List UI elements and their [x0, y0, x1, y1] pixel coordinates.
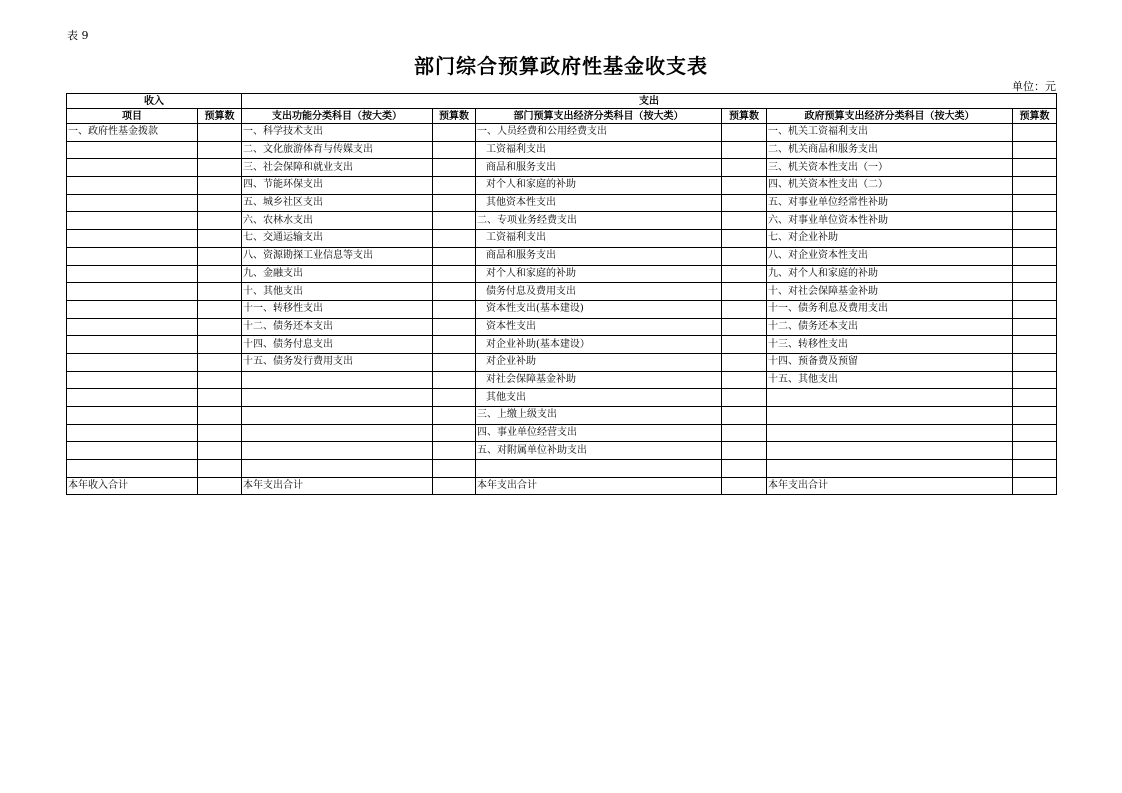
func-class-cell	[242, 371, 433, 389]
dept-econ-cell: 四、事业单位经营支出	[476, 424, 722, 442]
income-budget-cell	[198, 460, 242, 478]
func-class-cell: 十二、债务还本支出	[242, 318, 433, 336]
gov-econ-cell: 十四、预备费及预留	[767, 353, 1013, 371]
income-budget-cell	[198, 300, 242, 318]
income-budget-cell	[198, 283, 242, 301]
income-item-cell	[67, 424, 198, 442]
income-budget-cell	[198, 177, 242, 195]
income-budget-cell	[198, 389, 242, 407]
dept-budget-cell	[722, 265, 767, 283]
func-class-cell	[242, 424, 433, 442]
gov-econ-cell: 十二、债务还本支出	[767, 318, 1013, 336]
dept-budget-cell	[722, 318, 767, 336]
func-budget-cell	[433, 300, 476, 318]
dept-budget-cell	[722, 424, 767, 442]
func-budget-cell	[433, 371, 476, 389]
income-item-cell	[67, 159, 198, 177]
gov-budget-cell	[1013, 353, 1057, 371]
func-class-cell	[242, 389, 433, 407]
func-budget-cell	[433, 159, 476, 177]
func-class-cell: 十五、债务发行费用支出	[242, 353, 433, 371]
func-class-cell: 八、资源勘探工业信息等支出	[242, 247, 433, 265]
income-total-value	[198, 477, 242, 495]
dept-budget-cell	[722, 442, 767, 460]
income-item-cell	[67, 177, 198, 195]
func-budget-cell	[433, 247, 476, 265]
dept-econ-cell: 资本性支出	[476, 318, 722, 336]
dept-budget-cell	[722, 389, 767, 407]
gov-total-label: 本年支出合计	[767, 477, 1013, 495]
header-func-class: 支出功能分类科目（按大类）	[242, 109, 433, 124]
header-row-columns	[67, 109, 1057, 124]
gov-econ-cell: 四、机关资本性支出（二）	[767, 177, 1013, 195]
gov-econ-cell	[767, 389, 1013, 407]
table-row	[67, 265, 1057, 283]
page-title: 部门综合预算政府性基金收支表	[414, 54, 708, 78]
dept-budget-cell	[722, 371, 767, 389]
func-total-label: 本年支出合计	[242, 477, 433, 495]
func-budget-cell	[433, 460, 476, 478]
table-row	[67, 141, 1057, 159]
func-class-cell: 二、文化旅游体育与传媒支出	[242, 141, 433, 159]
income-item-cell	[67, 230, 198, 248]
gov-econ-cell: 一、机关工资福利支出	[767, 124, 1013, 142]
func-budget-cell	[433, 407, 476, 425]
dept-econ-cell: 对企业补助	[476, 353, 722, 371]
gov-econ-cell	[767, 424, 1013, 442]
income-budget-cell	[198, 230, 242, 248]
table-number: 表 9	[67, 29, 89, 42]
gov-econ-cell: 七、对企业补助	[767, 230, 1013, 248]
gov-budget-cell	[1013, 371, 1057, 389]
income-item-cell	[67, 283, 198, 301]
income-item-cell	[67, 300, 198, 318]
dept-total-label: 本年支出合计	[476, 477, 722, 495]
func-budget-cell	[433, 212, 476, 230]
header-gov-econ: 政府预算支出经济分类科目（按大类）	[767, 109, 1013, 124]
table-row	[67, 424, 1057, 442]
dept-econ-cell: 五、对附属单位补助支出	[476, 442, 722, 460]
dept-econ-cell: 商品和服务支出	[476, 247, 722, 265]
gov-budget-cell	[1013, 424, 1057, 442]
income-item-cell: 一、政府性基金拨款	[67, 124, 198, 142]
income-budget-cell	[198, 371, 242, 389]
func-class-cell: 五、城乡社区支出	[242, 194, 433, 212]
table-row	[67, 336, 1057, 354]
dept-econ-cell: 三、上缴上级支出	[476, 407, 722, 425]
dept-budget-cell	[722, 353, 767, 371]
header-budget-income: 预算数	[198, 109, 242, 124]
gov-econ-cell: 十三、转移性支出	[767, 336, 1013, 354]
income-budget-cell	[198, 318, 242, 336]
dept-econ-cell	[476, 460, 722, 478]
func-budget-cell	[433, 353, 476, 371]
header-income: 收入	[67, 94, 242, 109]
header-budget-gov: 预算数	[1013, 109, 1057, 124]
income-item-cell	[67, 336, 198, 354]
table-row	[67, 177, 1057, 195]
func-budget-cell	[433, 177, 476, 195]
func-class-cell	[242, 407, 433, 425]
gov-budget-cell	[1013, 300, 1057, 318]
dept-econ-cell: 资本性支出(基本建设)	[476, 300, 722, 318]
dept-budget-cell	[722, 141, 767, 159]
table-row	[67, 460, 1057, 478]
income-budget-cell	[198, 159, 242, 177]
func-budget-cell	[433, 442, 476, 460]
gov-budget-cell	[1013, 318, 1057, 336]
income-item-cell	[67, 265, 198, 283]
gov-budget-cell	[1013, 283, 1057, 301]
dept-budget-cell	[722, 230, 767, 248]
gov-econ-cell: 十五、其他支出	[767, 371, 1013, 389]
header-item: 项目	[67, 109, 198, 124]
income-item-cell	[67, 389, 198, 407]
gov-econ-cell: 十一、债务利息及费用支出	[767, 300, 1013, 318]
gov-budget-cell	[1013, 247, 1057, 265]
table-row	[67, 283, 1057, 301]
header-budget-func: 预算数	[433, 109, 476, 124]
dept-econ-cell: 其他支出	[476, 389, 722, 407]
func-total-value	[433, 477, 476, 495]
income-budget-cell	[198, 247, 242, 265]
totals-row	[67, 477, 1057, 495]
dept-budget-cell	[722, 283, 767, 301]
dept-budget-cell	[722, 300, 767, 318]
gov-budget-cell	[1013, 265, 1057, 283]
dept-budget-cell	[722, 194, 767, 212]
dept-econ-cell: 商品和服务支出	[476, 159, 722, 177]
table-row	[67, 230, 1057, 248]
gov-econ-cell: 八、对企业资本性支出	[767, 247, 1013, 265]
income-budget-cell	[198, 265, 242, 283]
dept-budget-cell	[722, 336, 767, 354]
header-dept-econ: 部门预算支出经济分类科目（按大类）	[476, 109, 722, 124]
income-budget-cell	[198, 336, 242, 354]
income-budget-cell	[198, 141, 242, 159]
gov-budget-cell	[1013, 442, 1057, 460]
gov-budget-cell	[1013, 336, 1057, 354]
gov-econ-cell: 三、机关资本性支出（一）	[767, 159, 1013, 177]
dept-budget-cell	[722, 159, 767, 177]
income-budget-cell	[198, 212, 242, 230]
dept-econ-cell: 工资福利支出	[476, 230, 722, 248]
gov-econ-cell: 九、对个人和家庭的补助	[767, 265, 1013, 283]
func-class-cell: 九、金融支出	[242, 265, 433, 283]
dept-budget-cell	[722, 407, 767, 425]
func-budget-cell	[433, 389, 476, 407]
gov-econ-cell: 五、对事业单位经常性补助	[767, 194, 1013, 212]
func-budget-cell	[433, 194, 476, 212]
func-budget-cell	[433, 424, 476, 442]
table-row	[67, 247, 1057, 265]
dept-econ-cell: 对个人和家庭的补助	[476, 177, 722, 195]
gov-budget-cell	[1013, 141, 1057, 159]
func-budget-cell	[433, 318, 476, 336]
income-item-cell	[67, 407, 198, 425]
dept-econ-cell: 对个人和家庭的补助	[476, 265, 722, 283]
budget-table	[66, 93, 1057, 495]
gov-budget-cell	[1013, 194, 1057, 212]
unit-label: 单位：元	[1012, 80, 1056, 93]
table-row	[67, 194, 1057, 212]
gov-budget-cell	[1013, 212, 1057, 230]
table-row	[67, 353, 1057, 371]
gov-budget-cell	[1013, 407, 1057, 425]
table-row	[67, 318, 1057, 336]
dept-budget-cell	[722, 247, 767, 265]
dept-econ-cell: 工资福利支出	[476, 141, 722, 159]
dept-budget-cell	[722, 124, 767, 142]
income-item-cell	[67, 141, 198, 159]
func-class-cell: 十四、债务付息支出	[242, 336, 433, 354]
income-item-cell	[67, 212, 198, 230]
func-class-cell	[242, 442, 433, 460]
income-item-cell	[67, 460, 198, 478]
table-row	[67, 371, 1057, 389]
gov-econ-cell	[767, 407, 1013, 425]
gov-econ-cell: 十、对社会保障基金补助	[767, 283, 1013, 301]
func-budget-cell	[433, 141, 476, 159]
income-budget-cell	[198, 124, 242, 142]
func-budget-cell	[433, 265, 476, 283]
income-item-cell	[67, 353, 198, 371]
gov-total-value	[1013, 477, 1057, 495]
gov-budget-cell	[1013, 230, 1057, 248]
func-budget-cell	[433, 124, 476, 142]
gov-budget-cell	[1013, 460, 1057, 478]
income-item-cell	[67, 247, 198, 265]
table-row	[67, 159, 1057, 177]
table-row	[67, 389, 1057, 407]
income-budget-cell	[198, 194, 242, 212]
gov-econ-cell	[767, 460, 1013, 478]
dept-total-value	[722, 477, 767, 495]
dept-econ-cell: 对社会保障基金补助	[476, 371, 722, 389]
gov-econ-cell: 六、对事业单位资本性补助	[767, 212, 1013, 230]
func-budget-cell	[433, 230, 476, 248]
header-row-group	[67, 94, 1057, 109]
income-budget-cell	[198, 424, 242, 442]
dept-budget-cell	[722, 177, 767, 195]
dept-budget-cell	[722, 460, 767, 478]
income-total-label: 本年收入合计	[67, 477, 198, 495]
func-class-cell	[242, 460, 433, 478]
func-class-cell: 三、社会保障和就业支出	[242, 159, 433, 177]
func-class-cell: 十一、转移性支出	[242, 300, 433, 318]
table-row	[67, 300, 1057, 318]
income-budget-cell	[198, 353, 242, 371]
table-row	[67, 124, 1057, 142]
income-item-cell	[67, 194, 198, 212]
func-budget-cell	[433, 336, 476, 354]
income-item-cell	[67, 371, 198, 389]
income-item-cell	[67, 318, 198, 336]
func-class-cell: 十、其他支出	[242, 283, 433, 301]
income-item-cell	[67, 442, 198, 460]
func-class-cell: 一、科学技术支出	[242, 124, 433, 142]
gov-econ-cell: 二、机关商品和服务支出	[767, 141, 1013, 159]
gov-budget-cell	[1013, 159, 1057, 177]
header-expense: 支出	[242, 94, 1057, 109]
dept-budget-cell	[722, 212, 767, 230]
dept-econ-cell: 对企业补助(基本建设）	[476, 336, 722, 354]
dept-econ-cell: 二、专项业务经费支出	[476, 212, 722, 230]
dept-econ-cell: 债务付息及费用支出	[476, 283, 722, 301]
gov-budget-cell	[1013, 124, 1057, 142]
dept-econ-cell: 一、人员经费和公用经费支出	[476, 124, 722, 142]
income-budget-cell	[198, 407, 242, 425]
gov-budget-cell	[1013, 177, 1057, 195]
func-class-cell: 七、交通运输支出	[242, 230, 433, 248]
func-budget-cell	[433, 283, 476, 301]
dept-econ-cell: 其他资本性支出	[476, 194, 722, 212]
func-class-cell: 四、节能环保支出	[242, 177, 433, 195]
table-row	[67, 212, 1057, 230]
header-budget-dept: 预算数	[722, 109, 767, 124]
income-budget-cell	[198, 442, 242, 460]
func-class-cell: 六、农林水支出	[242, 212, 433, 230]
gov-budget-cell	[1013, 389, 1057, 407]
table-row	[67, 442, 1057, 460]
gov-econ-cell	[767, 442, 1013, 460]
table-row	[67, 407, 1057, 425]
